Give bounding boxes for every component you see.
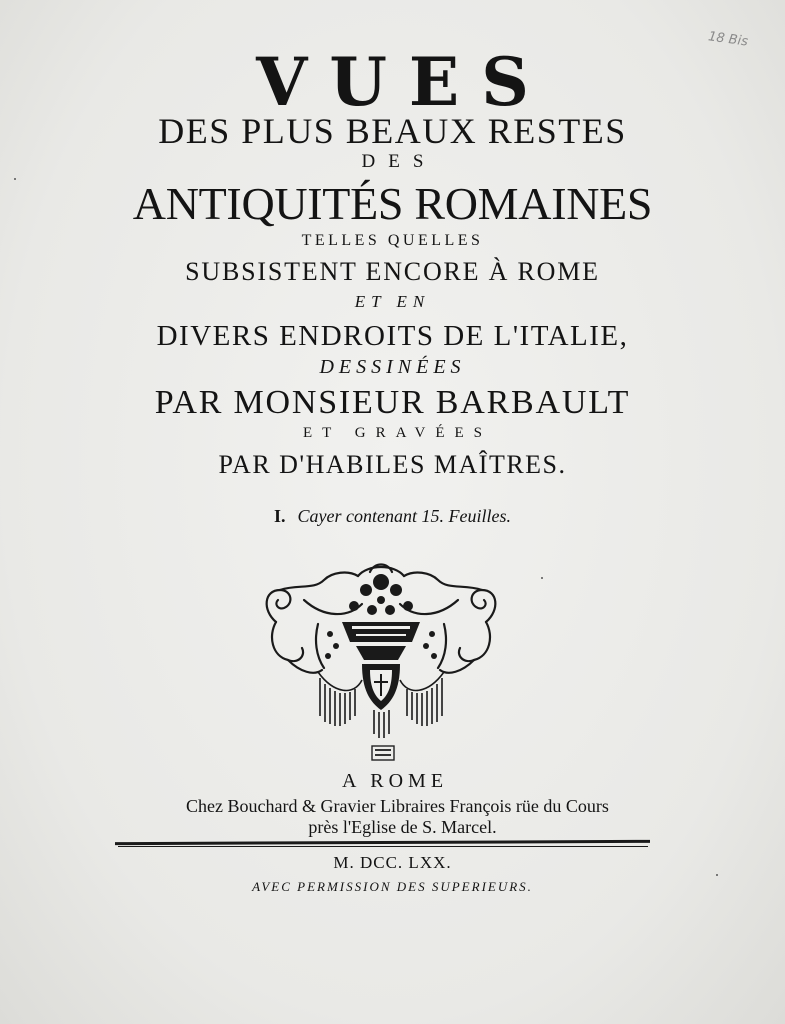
title-par-monsieur-barbault: PAR MONSIEUR BARBAULT xyxy=(154,384,631,421)
library-stamp-icon xyxy=(371,745,395,761)
imprint-publisher: Chez Bouchard & Gravier Libraires François rüe du Cours xyxy=(186,796,609,816)
title-des-plus-beaux-restes: DES PLUS BEAUX RESTES xyxy=(158,111,627,151)
cayer-number: I. xyxy=(274,506,286,526)
ornament-vignette-icon xyxy=(258,560,504,740)
title-telles-quelles: TELLES QUELLES xyxy=(301,232,484,249)
imprint-address: près l'Eglise de S. Marcel. xyxy=(308,817,497,837)
imprint-date: M. DCC. LXX. xyxy=(333,853,452,872)
cayer-text: Cayer contenant 15. Feuilles. xyxy=(297,506,511,526)
title-divers-endroits: DIVERS ENDROITS DE L'ITALIE, xyxy=(156,320,629,352)
imprint-rule-thin xyxy=(118,846,648,847)
imprint-place: A ROME xyxy=(341,770,449,792)
imprint-rule-thick xyxy=(115,840,650,845)
paper-speck xyxy=(716,874,718,876)
paper-speck xyxy=(541,577,543,579)
title-des: DES xyxy=(361,151,437,172)
title-et-gravees: ET GRAVÉES xyxy=(302,425,493,441)
title-par-habiles-maitres: PAR D'HABILES MAÎTRES. xyxy=(218,450,567,479)
title-vues: VUES xyxy=(256,43,551,121)
title-subsistent: SUBSISTENT ENCORE À ROME xyxy=(185,257,600,286)
title-dessinees: DESSINÉES xyxy=(319,356,466,378)
cayer-line xyxy=(0,507,785,525)
title-et-en: ET EN xyxy=(354,292,431,311)
imprint-permission: AVEC PERMISSION DES SUPERIEURS. xyxy=(252,879,533,894)
handwritten-note: 18 Bis xyxy=(707,29,749,50)
title-antiquites-romaines: ANTIQUITÉS ROMAINES xyxy=(132,178,653,229)
paper-speck xyxy=(14,178,16,180)
